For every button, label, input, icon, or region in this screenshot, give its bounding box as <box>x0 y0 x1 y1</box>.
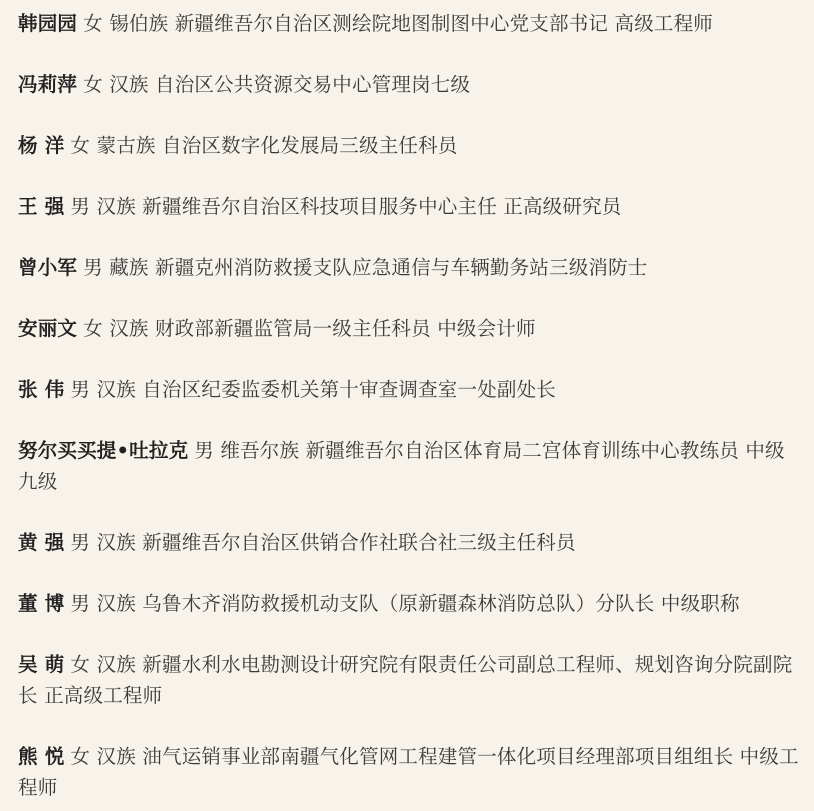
person-name: 曾小军 <box>18 256 78 279</box>
person-description: 女 汉族 油气运销事业部南疆气化管网工程建管一体化项目经理部项目组组长 中级工程师 <box>18 745 799 799</box>
person-description: 女 汉族 财政部新疆监管局一级主任科员 中级会计师 <box>83 317 536 340</box>
list-item <box>18 69 800 100</box>
person-description: 男 汉族 自治区纪委监委机关第十审查调查室一处副处长 <box>70 378 556 401</box>
person-description: 男 汉族 乌鲁木齐消防救援机动支队（原新疆森林消防总队）分队长 中级职称 <box>70 592 740 615</box>
list-item <box>18 252 800 283</box>
person-description: 男 汉族 新疆维吾尔自治区供销合作社联合社三级主任科员 <box>70 531 576 554</box>
list-item <box>18 588 800 619</box>
list-item <box>18 191 800 222</box>
person-name: 黄 强 <box>18 531 65 554</box>
person-name: 张 伟 <box>18 378 65 401</box>
person-description: 男 维吾尔族 新疆维吾尔自治区体育局二宫体育训练中心教练员 中级九级 <box>18 439 785 493</box>
person-name: 冯莉萍 <box>18 73 78 96</box>
list-item <box>18 130 800 161</box>
person-name: 韩园园 <box>18 12 78 35</box>
list-item <box>18 649 800 711</box>
person-name: 杨 洋 <box>18 134 65 157</box>
person-description: 女 汉族 自治区公共资源交易中心管理岗七级 <box>83 73 471 96</box>
person-description: 女 汉族 新疆水利水电勘测设计研究院有限责任公司副总工程师、规划咨询分院副院长 正高级工程师 <box>18 653 793 707</box>
person-description: 男 藏族 新疆克州消防救援支队应急通信与车辆勤务站三级消防士 <box>83 256 648 279</box>
list-item <box>18 527 800 558</box>
list-item <box>18 374 800 405</box>
person-description: 男 汉族 新疆维吾尔自治区科技项目服务中心主任 正高级研究员 <box>70 195 622 218</box>
person-name: 吴 萌 <box>18 653 65 676</box>
person-name: 董 博 <box>18 592 65 615</box>
person-name: 努尔买买提•吐拉克 <box>18 439 189 462</box>
person-description: 女 蒙古族 自治区数字化发展局三级主任科员 <box>70 134 458 157</box>
list-item <box>18 435 800 497</box>
person-name: 熊 悦 <box>18 745 65 768</box>
person-description: 女 锡伯族 新疆维吾尔自治区测绘院地图制图中心党支部书记 高级工程师 <box>83 12 714 35</box>
person-name: 王 强 <box>18 195 65 218</box>
list-item <box>18 8 800 39</box>
list-item <box>18 313 800 344</box>
list-item <box>18 741 800 803</box>
person-name: 安丽文 <box>18 317 78 340</box>
